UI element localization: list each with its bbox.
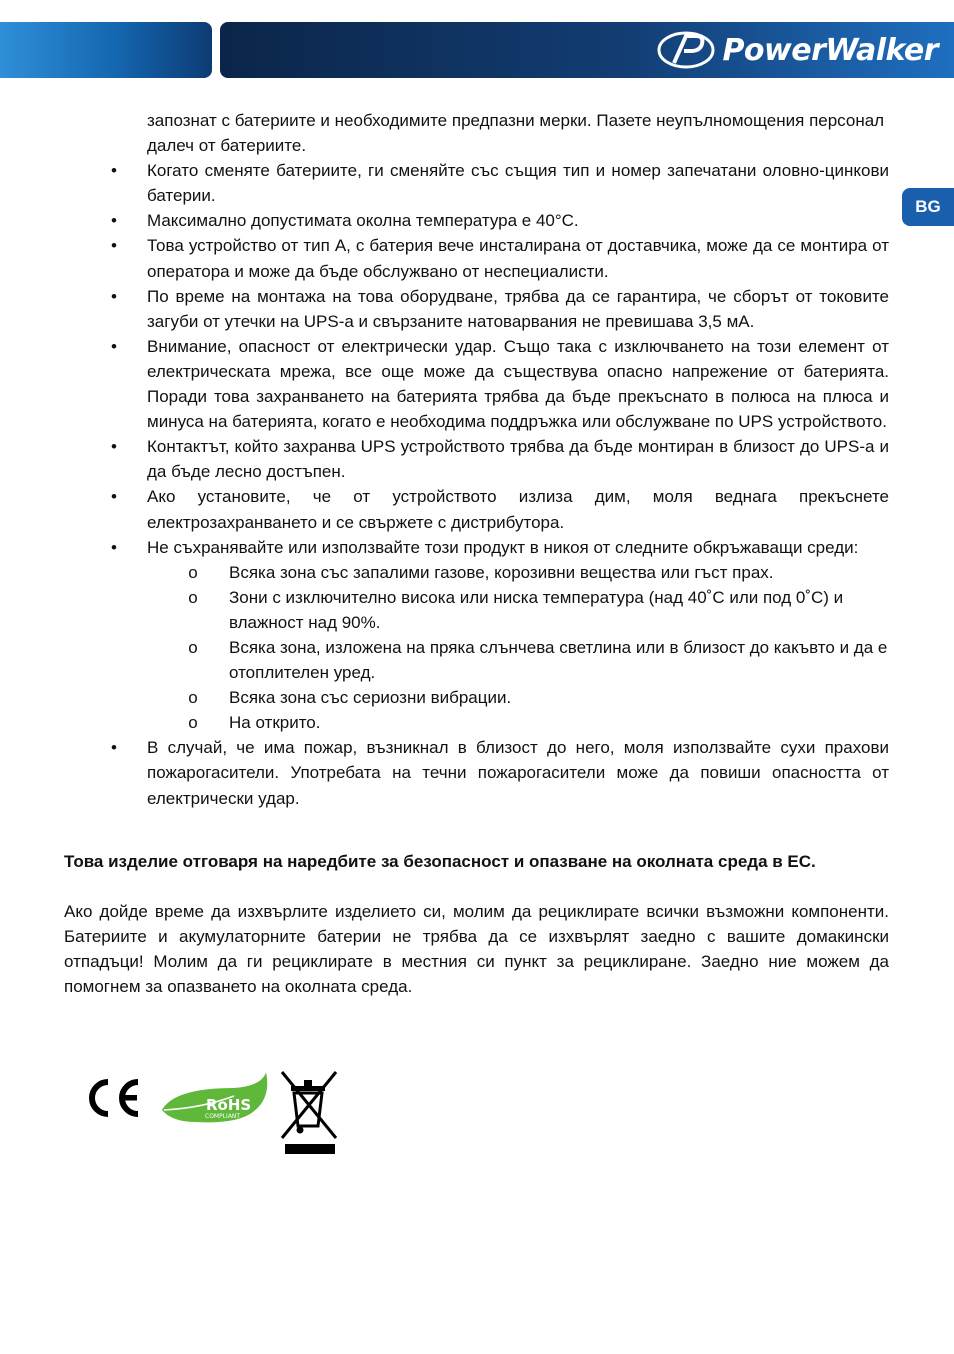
brand-logo: [656, 28, 938, 72]
circle-bullet-icon: o: [188, 562, 198, 582]
list-item: • Това устройство от тип А, с батерия вече инсталирана от доставчика, може да се монтира от оператора и може да бъде обслужвано от неспециалисти.: [64, 233, 889, 283]
bullet-icon: •: [111, 286, 117, 306]
rohs-leaf-icon: [162, 1072, 267, 1122]
sub-list-item: o Всяка зона със сериозни вибрации.: [147, 685, 889, 710]
sub-list-item: o Всяка зона, изложена на пряка слънчева светлина или в близост до какъвто и да е отоплителен уред.: [147, 635, 889, 685]
rohs-label: RoHS: [206, 1096, 252, 1114]
safety-bullet-list: [64, 158, 889, 810]
sub-list-item: o Всяка зона със запалими газове, корозивни вещества или гъст прах.: [147, 560, 889, 585]
bullet-icon: •: [111, 161, 117, 181]
recycling-paragraph: Ако дойде време да изхвърлите изделието си, молим да рециклирате всички възможни компоненти. Батериите и акумулаторните батерии не трябва да се изхвърлят заедно с вашите домакински отпадъци! Молим да ги рециклирате в местния си пункт за рециклиране. Заедно ние можем да помогнем за опазването на околната среда.: [64, 901, 889, 996]
circle-bullet-icon: o: [188, 688, 198, 708]
list-item: • Когато сменяте батериите, ги сменяйте със същия тип и номер запечатани оловно-цинкови батерии.: [64, 158, 889, 208]
language-tab[interactable]: BG: [902, 188, 954, 226]
list-item: • Не съхранявайте или използвайте този продукт в никоя от следните обкръжаващи среди: o Всяка зона със запалими газове, корозивни вещества или гъст прах. o Зони с изключително висока или ниска температура (над 40˚C или под 0˚C) и влажност над 90%. o Всяка зона, изложена на пряка слънчева светлина или в близост до какъвто и да е отоплителен уред. o Всяка зона със сериозни вибрации. o На открито.: [64, 535, 889, 736]
list-item: • По време на монтажа на това оборудване, трябва да се гарантира, че сборът от токовите загуби от утечки на UPS-а и свързаните натоварвания не превишава 3,5 мА.: [64, 284, 889, 334]
weee-bin-icon: [282, 1072, 336, 1154]
sub-list-item: o На открито.: [147, 710, 889, 735]
list-item: • Ако установите, че от устройството излиза дим, моля веднага прекъснете електрозахранването и се свържете с дистрибутора.: [64, 484, 889, 534]
bullet-icon: •: [111, 336, 117, 356]
bullet-icon: •: [111, 211, 117, 231]
ce-mark-icon: [92, 1082, 138, 1114]
brand-wordmark: PowerWalker: [722, 32, 938, 68]
bullet-icon: •: [111, 236, 117, 256]
list-item: • Контактът, който захранва UPS устройството трябва да бъде монтиран в близост до UPS-а и да бъде лесно достъпен.: [64, 434, 889, 484]
circle-bullet-icon: o: [188, 713, 198, 733]
bullet-icon: •: [111, 537, 117, 557]
bullet-icon: •: [111, 487, 117, 507]
bullet-icon: •: [111, 437, 117, 457]
circle-bullet-icon: o: [188, 587, 198, 607]
environment-sub-list: [147, 560, 889, 736]
compliance-statement: Това изделие отговаря на наредбите за безопасност и опазване на околната среда в ЕС.: [64, 851, 816, 871]
sub-list-item: o Зони с изключително висока или ниска температура (над 40˚C или под 0˚C) и влажност над 90%.: [147, 585, 889, 635]
rohs-compliant-label: COMPLIANT: [205, 1113, 241, 1120]
continuation-paragraph: запознат с батериите и необходимите предпазни мерки. Пазете неупълномощения персонал далеч от батериите.: [147, 111, 885, 156]
document-body: [64, 108, 889, 999]
list-item: • Максимално допустимата околна температура е 40°C.: [64, 208, 889, 233]
list-item: • В случай, че има пожар, възникнал в близост до него, моля използвайте сухи прахови пожарогасители. Употребата на течни пожарогасители може да повиши опасността от електрически удар.: [64, 735, 889, 810]
powerwalker-emblem-icon: [656, 30, 716, 70]
bullet-icon: •: [111, 738, 117, 758]
circle-bullet-icon: o: [188, 637, 198, 657]
certification-marks: [84, 1068, 354, 1158]
header-band-left: [0, 22, 212, 78]
list-item: • Внимание, опасност от електрически удар. Също така с изключването на този елемент от електрическата мрежа, все още може да съществува опасно напрежение от батерията. Поради това захранването на батерията трябва да бъде прекъснато в полюса на плюса и минуса на батерията, когато е необходима поддръжка или обслужване по UPS устройството.: [64, 334, 889, 434]
header-band-right: [220, 22, 954, 78]
